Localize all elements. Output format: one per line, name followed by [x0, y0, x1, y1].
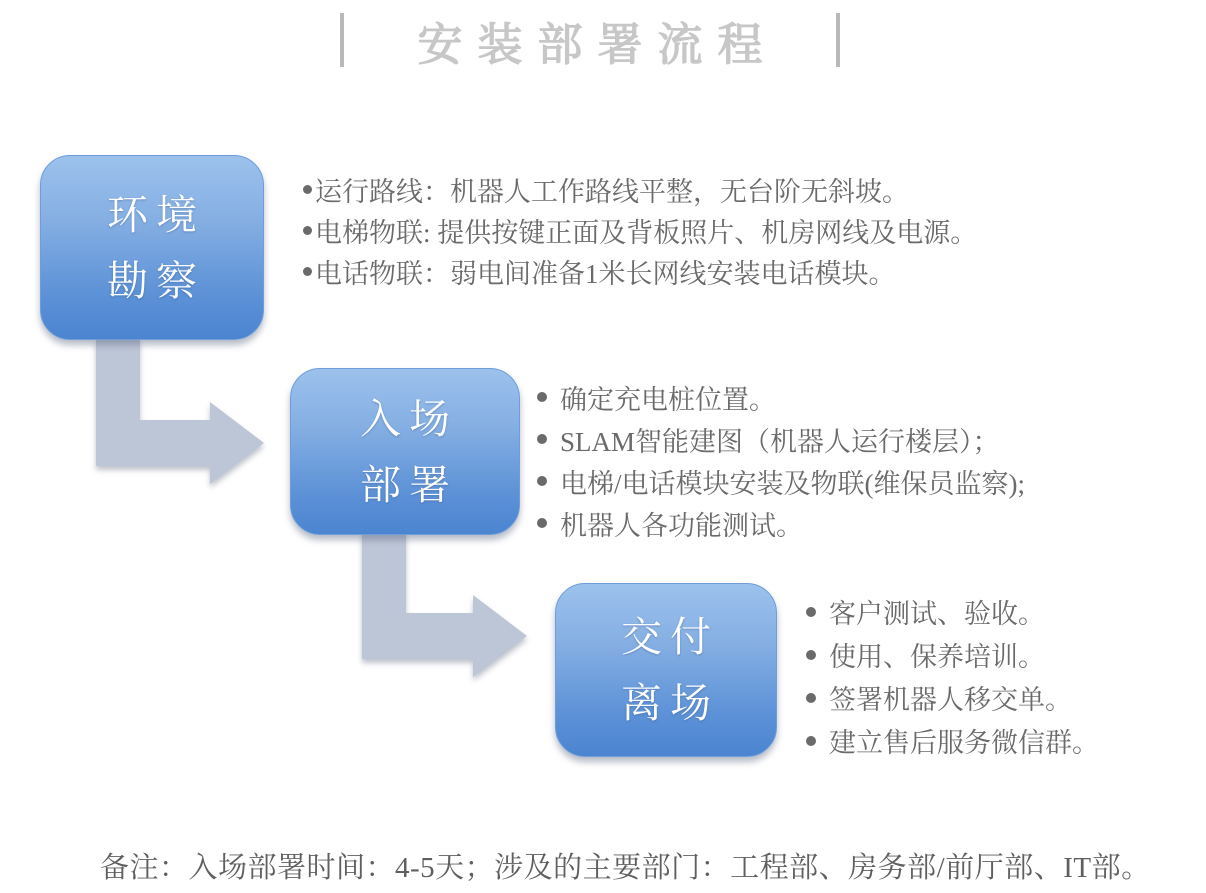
list-item-text: 电梯/电话模块安装及物联(维保员监察);	[560, 468, 1025, 499]
bullet-icon	[537, 476, 547, 486]
bullet-icon	[806, 650, 816, 660]
list-item	[303, 169, 977, 210]
list-item-text: 客户测试、验收。	[829, 599, 1045, 629]
list-item	[303, 210, 977, 251]
list-item	[806, 676, 1099, 719]
step-label-line: 部署	[360, 461, 458, 508]
list-item-text: 电梯物联: 提供按键正面及背板照片、机房网线及电源。	[315, 218, 978, 248]
bullet-icon	[303, 267, 312, 276]
list-item-text: SLAM智能建图（机器人运行楼层）；	[560, 426, 1000, 457]
step-label-line: 环境	[107, 191, 205, 238]
list-item	[537, 460, 1025, 502]
list-item	[537, 502, 1025, 544]
bullet-icon	[806, 693, 816, 703]
bullet-icon	[537, 392, 547, 402]
step-label-line: 交付	[621, 614, 719, 660]
page-title: 安装部署流程	[417, 18, 778, 70]
list-item	[537, 376, 1025, 418]
list-item	[806, 719, 1099, 762]
arrow-step2-to-step3-icon	[362, 531, 527, 677]
list-item-text: 签署机器人移交单。	[829, 685, 1072, 715]
list-item-text: 使用、保养培训。	[829, 642, 1045, 672]
step-box-environment-survey	[40, 155, 264, 340]
step3-bullet-list	[806, 590, 1099, 762]
bullet-icon	[537, 434, 547, 444]
list-item	[806, 590, 1099, 633]
bullet-icon	[806, 736, 816, 746]
list-item	[806, 633, 1099, 676]
list-item-text: 确定充电桩位置。	[560, 384, 776, 415]
list-item-text: 运行路线：机器人工作路线平整，无台阶无斜坡。	[315, 177, 909, 207]
list-item-text: 电话物联：弱电间准备1米长网线安装电话模块。	[315, 259, 896, 289]
step2-bullet-list	[537, 376, 1025, 544]
footer-note: 备注：入场部署时间：4-5天；涉及的主要部门：工程部、房务部/前厅部、IT部。	[100, 852, 1151, 884]
list-item-text: 建立售后服务微信群。	[829, 728, 1099, 758]
step-label-line: 勘察	[107, 257, 205, 304]
bullet-icon	[303, 185, 312, 194]
list-item-text: 机器人各功能测试。	[560, 510, 803, 541]
step-box-delivery-departure	[555, 583, 777, 757]
bullet-icon	[303, 226, 312, 235]
step-label-line: 离场	[621, 680, 719, 726]
list-item	[303, 251, 977, 292]
step-box-onsite-deployment	[290, 368, 520, 535]
step-label-line: 入场	[360, 395, 458, 442]
arrow-step1-to-step2-icon	[96, 338, 264, 484]
bullet-icon	[537, 518, 547, 528]
step1-bullet-list	[303, 169, 977, 292]
bullet-icon	[806, 607, 816, 617]
list-item	[537, 418, 1025, 460]
